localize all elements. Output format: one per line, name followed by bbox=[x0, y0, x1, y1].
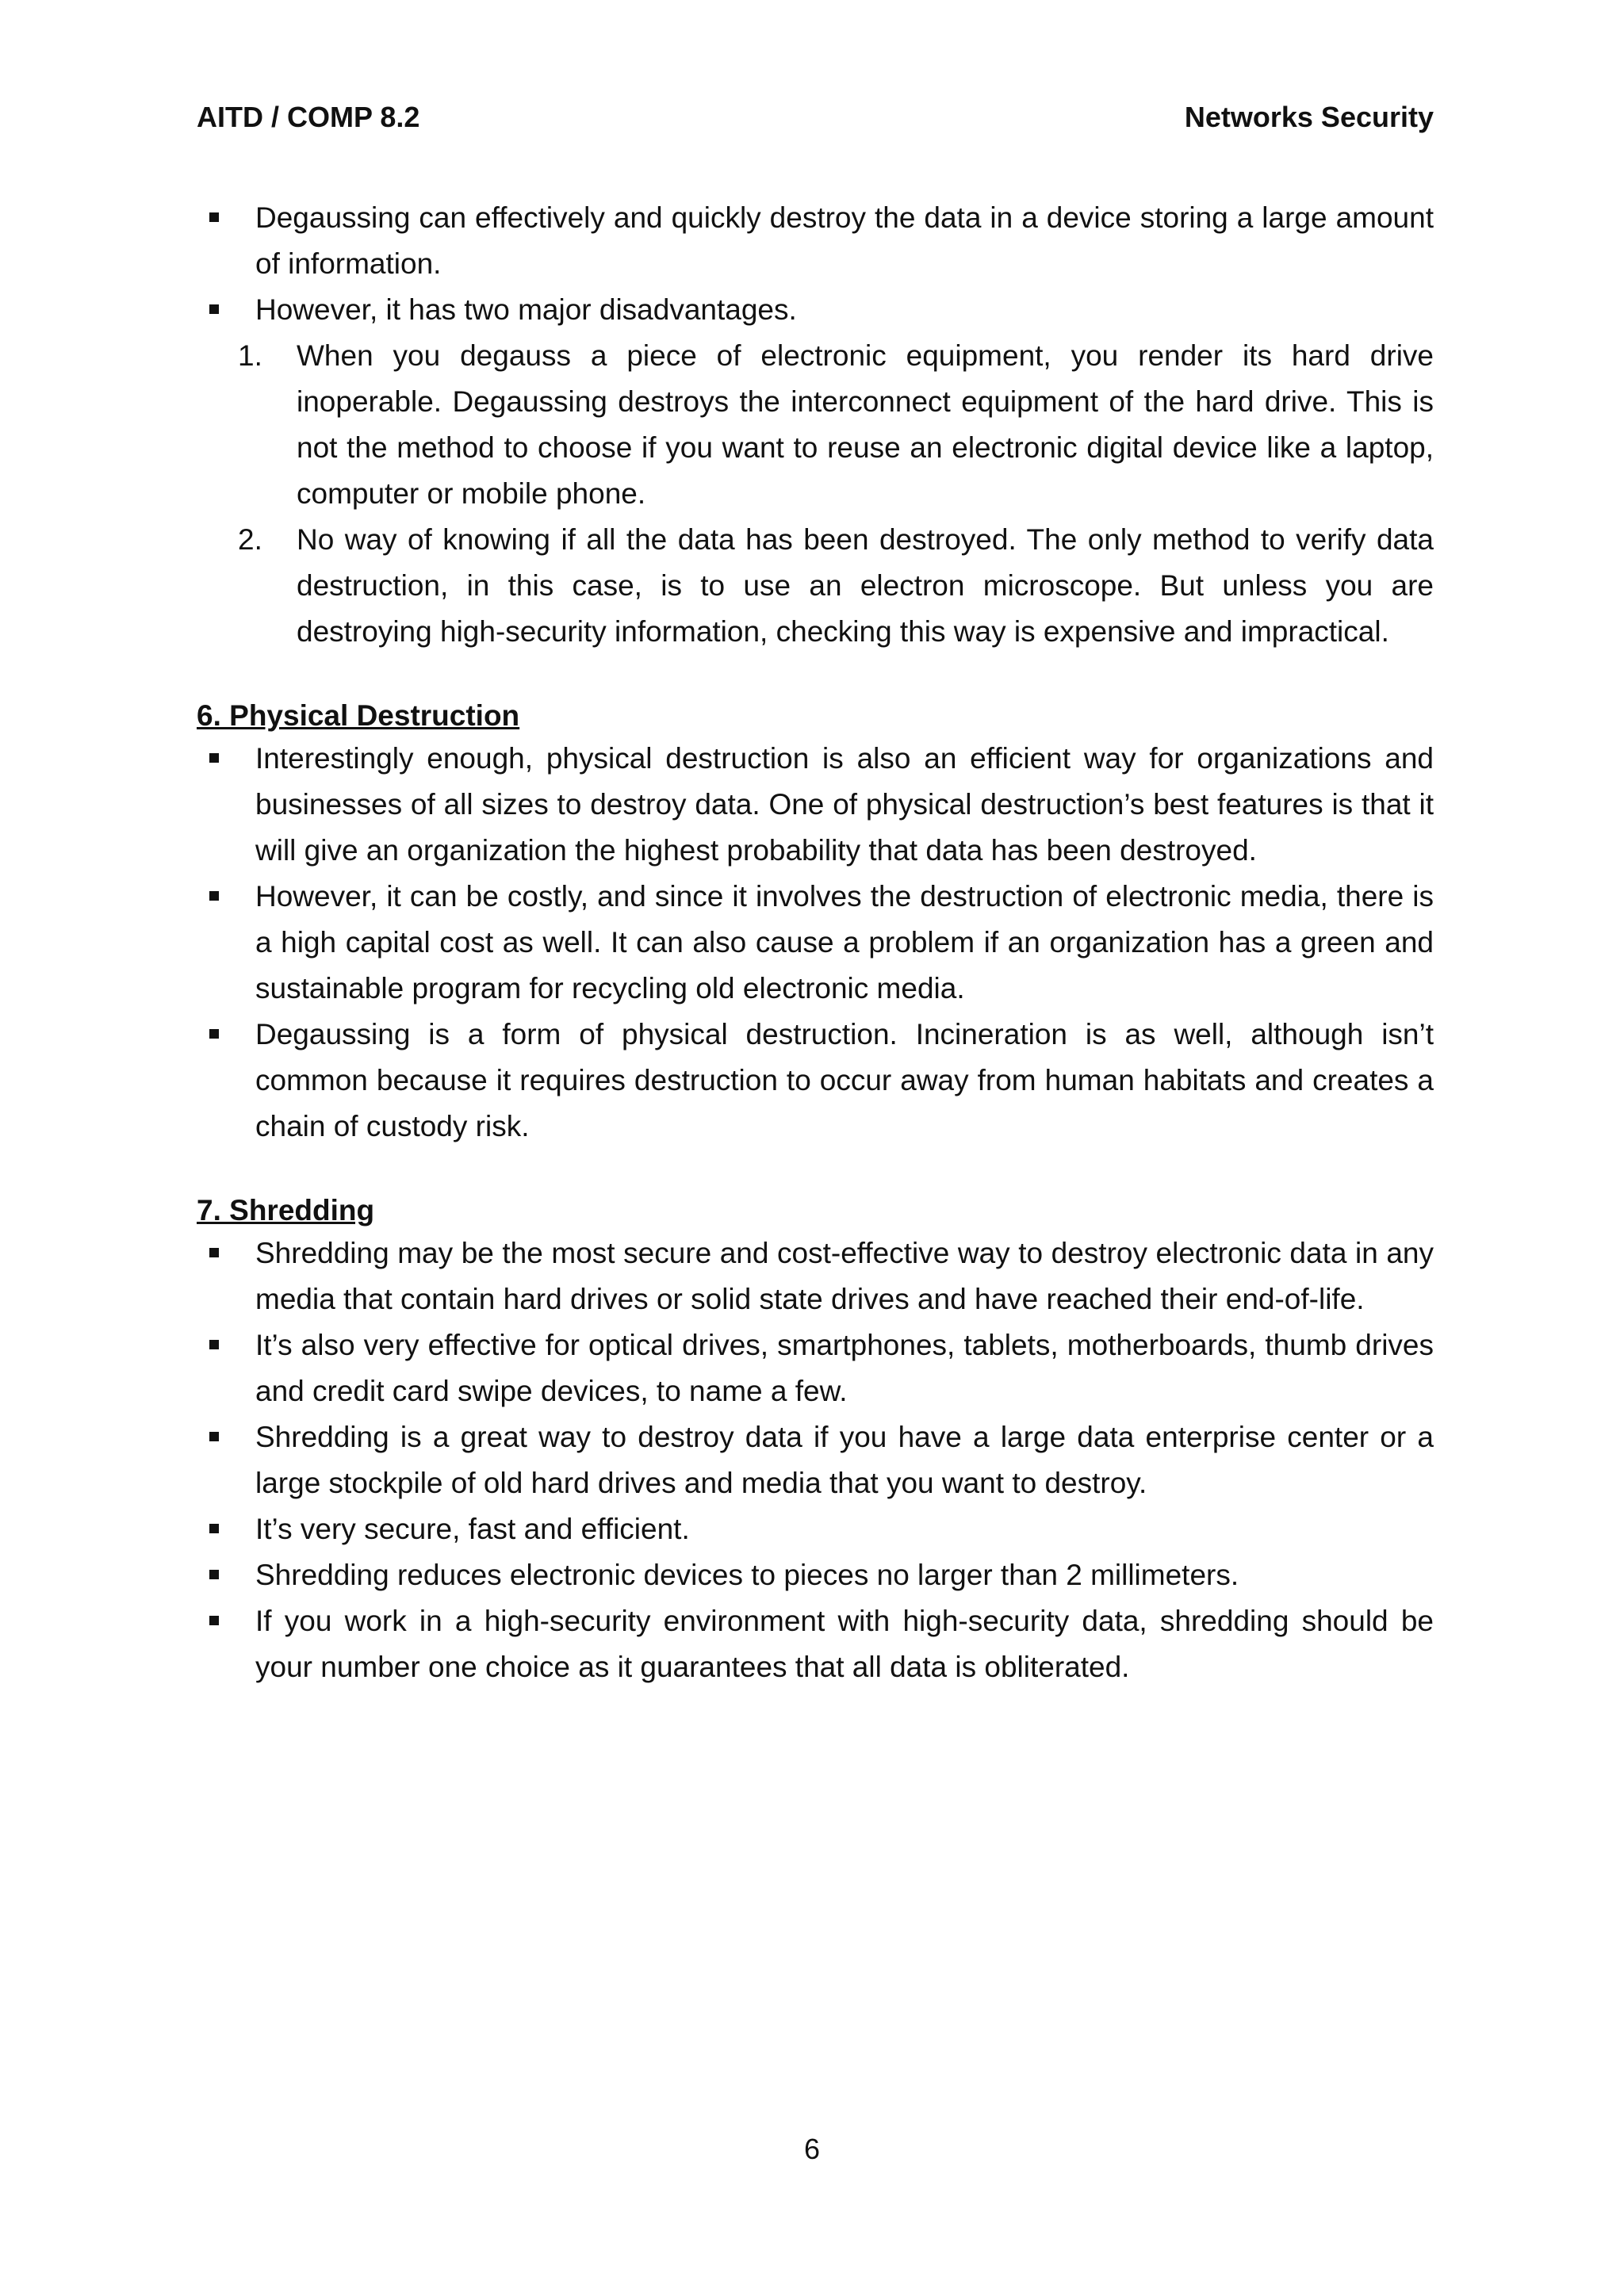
list-item: It’s very secure, fast and efficient. bbox=[197, 1506, 1434, 1552]
list-number: 1. bbox=[238, 339, 262, 372]
header-course-code: AITD / COMP 8.2 bbox=[197, 101, 420, 133]
shredding-list bbox=[197, 1230, 1434, 1690]
section-heading-physical-destruction: 6. Physical Destruction bbox=[197, 699, 520, 732]
list-item: Shredding may be the most secure and cost-effective way to destroy electronic data in any media that contain hard drives or solid state drives and have reached their end-of-life. bbox=[197, 1230, 1434, 1322]
list-item: Degaussing can effectively and quickly destroy the data in a device storing a large amount of information. bbox=[197, 195, 1434, 287]
list-number: 2. bbox=[238, 523, 262, 556]
list-item: Degaussing is a form of physical destruction. Incineration is as well, although isn’t common because it requires destruction to occur away from human habitats and creates a chain of custody risk. bbox=[197, 1012, 1434, 1150]
list-item bbox=[238, 517, 1434, 655]
list-item: It’s also very effective for optical drives, smartphones, tablets, motherboards, thumb drives and credit card swipe devices, to name a few. bbox=[197, 1322, 1434, 1414]
list-item-text: When you degauss a piece of electronic equipment, you render its hard drive inoperable. Degaussing destroys the interconnect equipment of the hard drive. This is not the method to choose if you want to reuse an electronic digital device like a laptop, computer or mobile phone. bbox=[297, 339, 1434, 510]
page-header bbox=[197, 100, 1434, 135]
page-number: 6 bbox=[803, 2133, 821, 2165]
section-heading-shredding: 7. Shredding bbox=[197, 1194, 375, 1226]
disadvantages-list bbox=[197, 333, 1434, 655]
list-item-text: No way of knowing if all the data has been destroyed. The only method to verify data destruction, in this case, is to use an electron microscope. But unless you are destroying high-security information, checking this way is expensive and impractical. bbox=[297, 523, 1434, 648]
list-item: However, it has two major disadvantages. bbox=[197, 287, 1434, 333]
list-item: Shredding reduces electronic devices to pieces no larger than 2 millimeters. bbox=[197, 1552, 1434, 1598]
page-content bbox=[197, 195, 1434, 1690]
intro-bullet-list bbox=[197, 195, 1434, 333]
list-item: Interestingly enough, physical destruction is also an efficient way for organizations and businesses of all sizes to destroy data. One of physical destruction’s best features is that it will give an organization the highest probability that data has been destroyed. bbox=[197, 736, 1434, 874]
list-item: Shredding is a great way to destroy data if you have a large data enterprise center or a large stockpile of old hard drives and media that you want to destroy. bbox=[197, 1414, 1434, 1506]
physical-destruction-list bbox=[197, 736, 1434, 1150]
list-item: If you work in a high-security environment with high-security data, shredding should be your number one choice as it guarantees that all data is obliterated. bbox=[197, 1598, 1434, 1690]
header-subject: Networks Security bbox=[1184, 101, 1434, 133]
list-item bbox=[238, 333, 1434, 517]
list-item: However, it can be costly, and since it involves the destruction of electronic media, there is a high capital cost as well. It can also cause a problem if an organization has a green and sustainable program for recycling old electronic media. bbox=[197, 874, 1434, 1012]
